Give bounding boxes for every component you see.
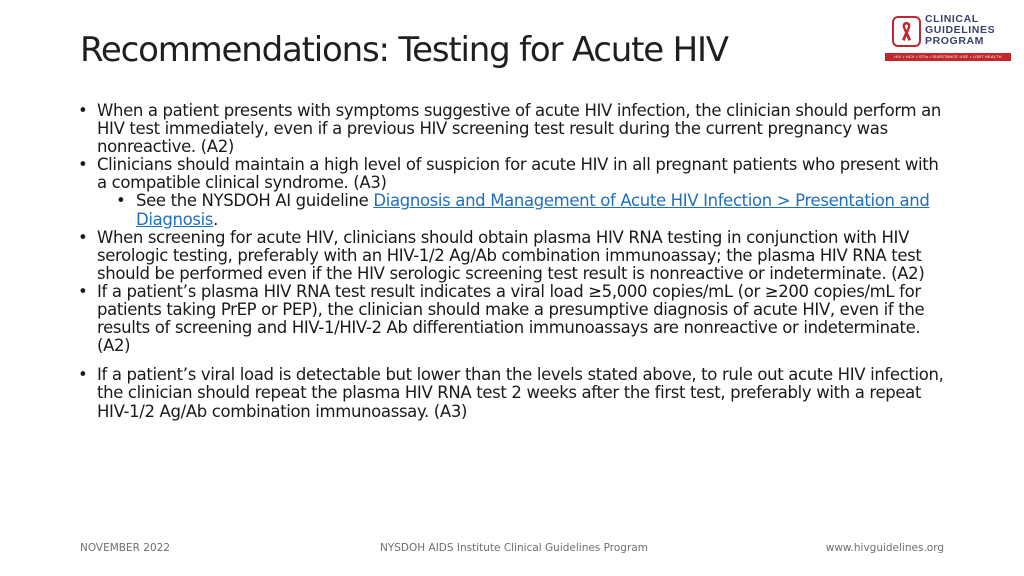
recommendation-item bbox=[76, 229, 946, 283]
guideline-link[interactable]: Diagnosis and Management of Acute HIV Infection > Presentation and Diagnosis bbox=[136, 191, 930, 229]
recommendation-text: If a patient’s plasma HIV RNA test result indicates a viral load ≥5,000 copies/mL (or ≥200 copies/mL for patients taking PrEP or PEP), the clinician should make a presumptive diagnosis of acute HIV, even if the results of screening and HIV-1/HIV-2 Ab differentiation immunoassays are nonreactive or indeterminate. (A2) bbox=[97, 281, 925, 356]
recommendation-item bbox=[76, 102, 946, 156]
logo-text-line1: CLINICAL bbox=[925, 13, 979, 25]
recommendation-list bbox=[76, 102, 946, 421]
footer-url: www.hivguidelines.org bbox=[825, 542, 944, 554]
logo-text-line2: GUIDELINES bbox=[925, 24, 996, 36]
sub-recommendation-item bbox=[97, 192, 946, 228]
red-ribbon-icon bbox=[896, 20, 917, 43]
recommendation-text: When a patient presents with symptoms suggestive of acute HIV infection, the clinician should perform an HIV test immediately, even if a previous HIV screening test result during the current pregnancy was nonreactive. (A2) bbox=[97, 101, 942, 157]
recommendation-text: When screening for acute HIV, clinicians should obtain plasma HIV RNA testing in conjunction with HIV serologic testing, preferably with an HIV-1/2 Ag/Ab combination immunoassay; the plasma HIV RNA test should be performed even if the HIV serologic screening test result is nonreactive or indeterminate. (A2) bbox=[97, 227, 925, 283]
recommendation-item bbox=[76, 156, 946, 228]
recommendation-text: Clinicians should maintain a high level of suspicion for acute HIV in all pregnant patients who present with a compatible clinical syndrome. (A3) bbox=[97, 155, 939, 193]
recommendation-item bbox=[76, 366, 946, 420]
sub-recommendation-list bbox=[97, 192, 946, 228]
recommendation-text: If a patient’s viral load is detectable but lower than the levels stated above, to rule out acute HIV infection, the clinician should repeat the plasma HIV RNA test 2 weeks after the first test, preferably with a repeat HIV-1/2 Ag/Ab combination immunoassay. (A3) bbox=[97, 365, 944, 421]
logo-badge bbox=[892, 16, 921, 47]
logo-tagline: HIV • HCV • STIs • SUBSTANCE USE • LGBT HEALTH bbox=[885, 53, 1011, 61]
recommendation-item bbox=[76, 283, 946, 355]
sub-item-suffix: . bbox=[213, 209, 218, 229]
slide-title: Recommendations: Testing for Acute HIV bbox=[80, 30, 728, 70]
sub-item-prefix: See the NYSDOH AI guideline bbox=[136, 191, 374, 211]
footer-program: NYSDOH AIDS Institute Clinical Guidelines Program bbox=[380, 542, 648, 554]
clinical-guidelines-program-logo bbox=[885, 14, 1011, 64]
footer-date: NOVEMBER 2022 bbox=[80, 542, 171, 554]
logo-text-line3: PROGRAM bbox=[925, 35, 985, 47]
